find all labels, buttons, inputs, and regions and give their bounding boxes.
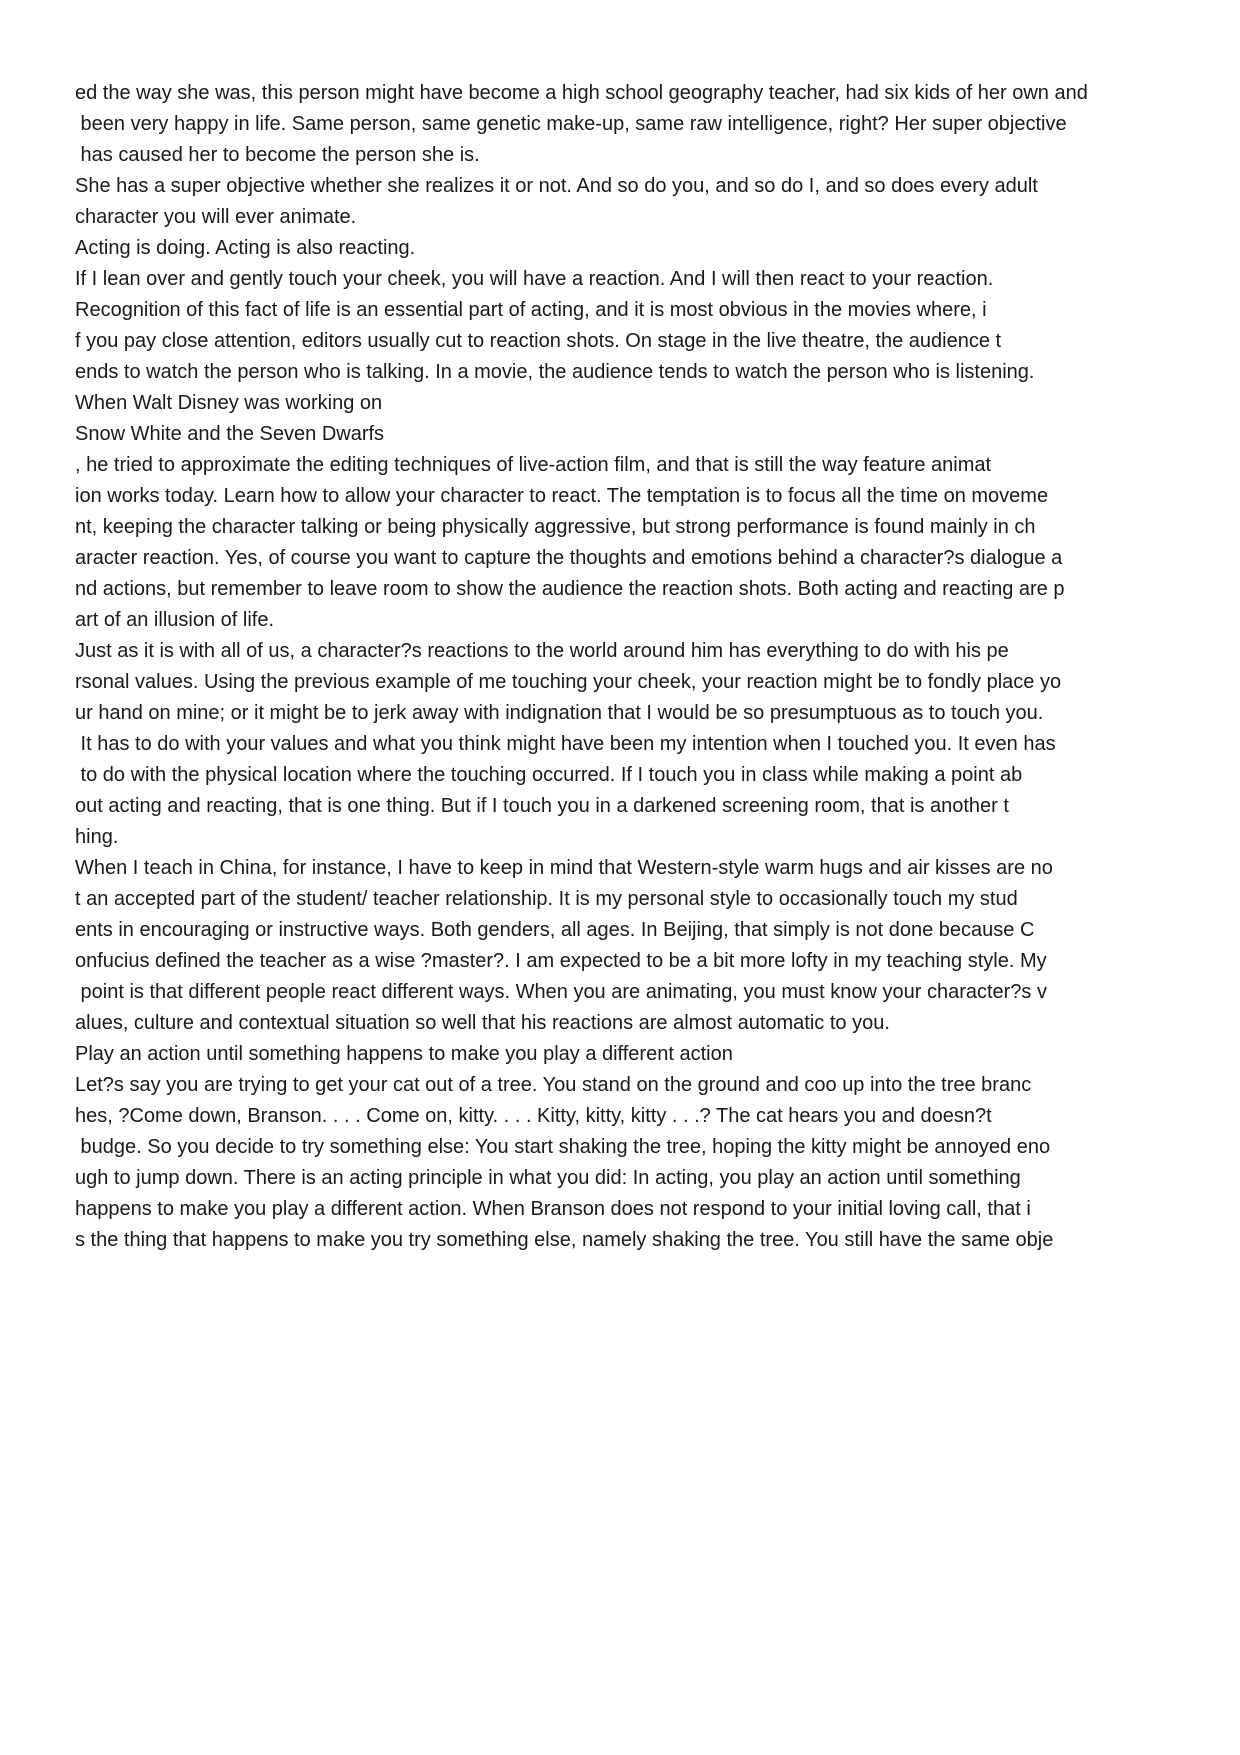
text-line: ugh to jump down. There is an acting principle in what you did: In acting, you play an action until something [75,1167,1021,1189]
text-line: If I lean over and gently touch your cheek, you will have a reaction. And I will then react to your reaction. [75,268,994,290]
text-line: ents in encouraging or instructive ways. Both genders, all ages. In Beijing, that simply is not done because C [75,919,1035,941]
text-line: s the thing that happens to make you try something else, namely shaking the tree. You still have the same obje [75,1229,1054,1251]
text-line: budge. So you decide to try something else: You start shaking the tree, hoping the kitty might be annoyed eno [75,1136,1051,1158]
text-line: hes, ?Come down, Branson. . . . Come on, kitty. . . . Kitty, kitty, kitty . . .? The cat hears you and doesn?t [75,1105,992,1127]
text-line: When I teach in China, for instance, I have to keep in mind that Western-style warm hugs and air kisses are no [75,857,1053,879]
text-line: Acting is doing. Acting is also reacting. [75,237,416,259]
text-line: has caused her to become the person she is. [75,144,480,166]
text-line: She has a super objective whether she realizes it or not. And so do you, and so do I, and so does every adult [75,175,1038,197]
text-line: to do with the physical location where the touching occurred. If I touch you in class while making a point ab [75,764,1023,786]
text-line: onfucius defined the teacher as a wise ?master?. I am expected to be a bit more lofty in my teaching style. My [75,950,1047,972]
text-line: t an accepted part of the student/ teacher relationship. It is my personal style to occasionally touch my stud [75,888,1018,910]
text-line: ed the way she was, this person might have become a high school geography teacher, had six kids of her own and [75,82,1088,104]
text-line: Snow White and the Seven Dwarfs [75,423,385,445]
text-line: art of an illusion of life. [75,609,274,631]
text-line: nt, keeping the character talking or being physically aggressive, but strong performance is found mainly in ch [75,516,1036,538]
text-line: ur hand on mine; or it might be to jerk away with indignation that I would be so presumptuous as to touch you. [75,702,1044,724]
text-line: When Walt Disney was working on [75,392,383,414]
text-line: , he tried to approximate the editing techniques of live-action film, and that is still the way feature animat [75,454,992,476]
text-line: Just as it is with all of us, a character?s reactions to the world around him has everything to do with his pe [75,640,1009,662]
text-line: hing. [75,826,119,848]
text-line: point is that different people react different ways. When you are animating, you must know your character?s v [75,981,1047,1003]
text-line: ends to watch the person who is talking. In a movie, the audience tends to watch the person who is listening. [75,361,1035,383]
text-line: alues, culture and contextual situation so well that his reactions are almost automatic to you. [75,1012,890,1034]
text-line: aracter reaction. Yes, of course you want to capture the thoughts and emotions behind a character?s dialogue a [75,547,1063,569]
text-line: character you will ever animate. [75,206,357,228]
text-line: f you pay close attention, editors usually cut to reaction shots. On stage in the live theatre, the audience t [75,330,1002,352]
text-line: happens to make you play a different action. When Branson does not respond to your initial loving call, that i [75,1198,1031,1220]
text-line: Play an action until something happens to make you play a different action [75,1043,733,1065]
text-line: out acting and reacting, that is one thing. But if I touch you in a darkened screening room, that is another t [75,795,1009,817]
text-line: It has to do with your values and what you think might have been my intention when I touched you. It even has [75,733,1056,755]
text-line: been very happy in life. Same person, same genetic make-up, same raw intelligence, right? Her super objective [75,113,1067,135]
text-line: Recognition of this fact of life is an essential part of acting, and it is most obvious in the movies where, i [75,299,987,321]
text-line: Let?s say you are trying to get your cat out of a tree. You stand on the ground and coo up into the tree branc [75,1074,1032,1096]
text-line: ion works today. Learn how to allow your character to react. The temptation is to focus all the time on moveme [75,485,1049,507]
body-text [75,78,1175,1256]
text-line: rsonal values. Using the previous example of me touching your cheek, your reaction might be to fondly place yo [75,671,1062,693]
text-line: nd actions, but remember to leave room to show the audience the reaction shots. Both acting and reacting are p [75,578,1065,600]
